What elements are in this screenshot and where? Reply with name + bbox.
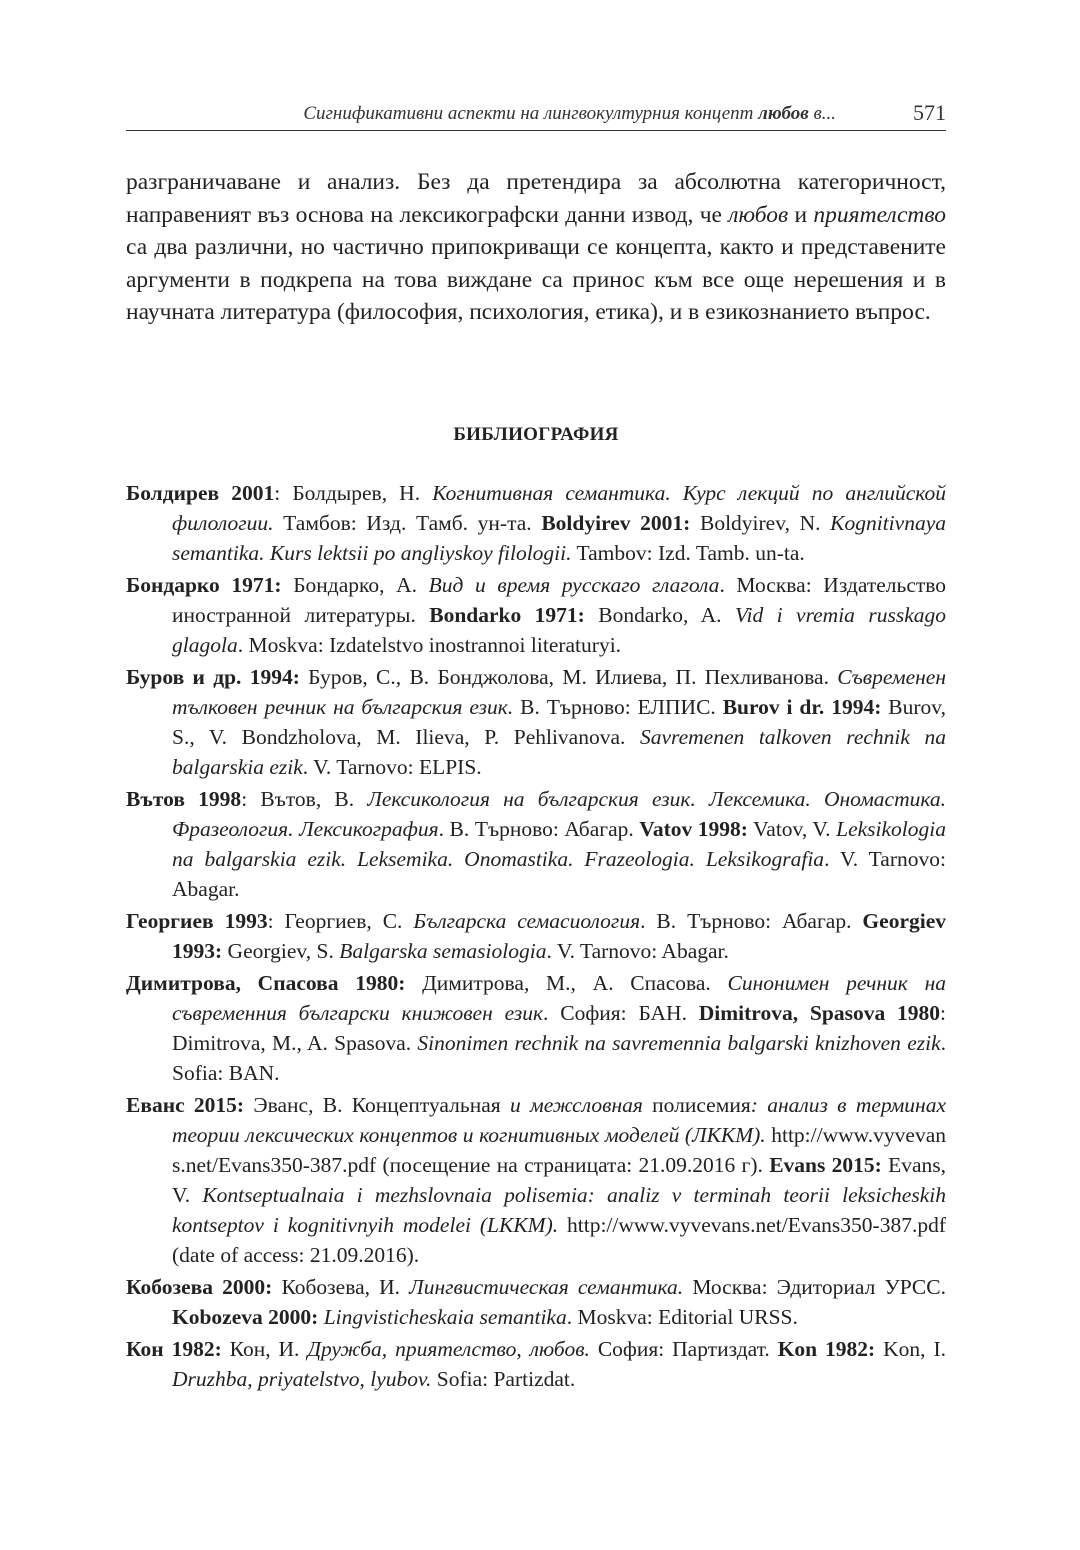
running-title: Сигнификативни аспекти на лингвокултурния концепт любов в...: [303, 103, 836, 124]
bib-entry: Еванс 2015: Эванс, В. Концептуальная и межсловная полисемия: анализ в терминах теории лексических концептов и когнитивных моделей (ЛККМ). http://www.vyvevans.net/Evans350-387.pdf (посещение на страницата: 21.09.2016 г). Evans 2015: Evans, V. Kontseptualnaia i mezhslovnaia polisemia: analiz v terminah teorii leksicheskih kontseptov i kognitivnyih modelei (LKKM). http://www.vyvevans.net/Evans350-387.pdf (date of access: 21.09.2016).: [126, 1093, 946, 1267]
bibliography-list: [126, 478, 946, 1396]
page-number: 571: [913, 100, 946, 125]
bib-entry: Димитрова, Спасова 1980: Димитрова, М., А. Спасова. Синонимен речник на съвременния български книжовен език. София: БАН. Dimitrova, Spasova 1980: Dimitrova, M., A. Spasova. Sinonimen rechnik na savremennia balgarski knizhoven ezik. Sofia: BAN.: [126, 971, 946, 1085]
bib-entry: Кобозева 2000: Кобозева, И. Лингвистическая семантика. Москва: Эдиториал УРСС. Kobozeva 2000: Lingvisticheskaia semantika. Moskva: Editorial URSS.: [126, 1275, 946, 1329]
url-link[interactable]: http://www.vyvevans.net/Evans350-387.pdf: [172, 1123, 946, 1177]
bib-entry: Вътов 1998: Вътов, В. Лексикология на българския език. Лексемика. Ономастика. Фразеология. Лексикография. В. Търново: Абагар. Vatov 1998: Vatov, V. Leksikologia na balgarskia ezik. Leksemika. Onomastika. Frazeologia. Leksikografia. V. Tarnovo: Abagar.: [126, 787, 947, 901]
bibliography-heading: БИБЛИОГРАФИЯ: [453, 424, 619, 445]
bib-entry: Буров и др. 1994: Буров, С., В. Бонджолова, М. Илиева, П. Пехливанова. Съвременен тълковен речник на българския език. В. Търново: ЕЛПИС. Burov i dr. 1994: Burov, S., V. Bondzholova, M. Ilieva, P. Pehlivanova. Savremenen talkoven rechnik na balgarskia ezik. V. Tarnovo: ELPIS.: [126, 665, 946, 779]
url-link[interactable]: http://www.vyvevans.net/Evans350-387.pdf: [558, 1213, 946, 1237]
bib-entry: Болдирев 2001: Болдырев, Н. Когнитивная семантика. Курс лекций по английской филологии. Тамбов: Изд. Тамб. ун-та. Boldyirev 2001: Boldyirev, N. Kognitivnaya semantika. Kurs lektsii po angliyskoy filologii. Tambov: Izd. Tamb. un-ta.: [126, 481, 947, 565]
body-paragraph: разграничаване и анализ. Без да претендира за абсолютна категоричност, направеният въз основа на лексикографски данни извод, че любов и приятелство са два различни, но частично припокриващи се концепта, както и представените аргументи в подкрепа на това виждане са принос към все още нерешения и в научната литература (философия, психология, етика), и в езикознанието въпрос.: [126, 169, 946, 325]
bib-entry: Георгиев 1993: Георгиев, С. Българска семасиология. В. Търново: Абагар. Georgiev 1993: Georgiev, S. Balgarska semasiologia. V. Tarnovo: Abagar.: [126, 909, 946, 963]
bib-entry: Кон 1982: Кон, И. Дружба, приятелство, любов. София: Партиздат. Kon 1982: Kon, I. Druzhba, priyatelstvo, lyubov. Sofia: Partizdat.: [126, 1337, 947, 1391]
running-header: [126, 100, 946, 131]
bib-entry: Бондарко 1971: Бондарко, А. Вид и время русскаго глагола. Москва: Издательство иностранной литературы. Bondarko 1971: Bondarko, A. Vid i vremia russkago glagola. Moskva: Izdatelstvo inostrannoi literaturyi.: [126, 573, 947, 657]
